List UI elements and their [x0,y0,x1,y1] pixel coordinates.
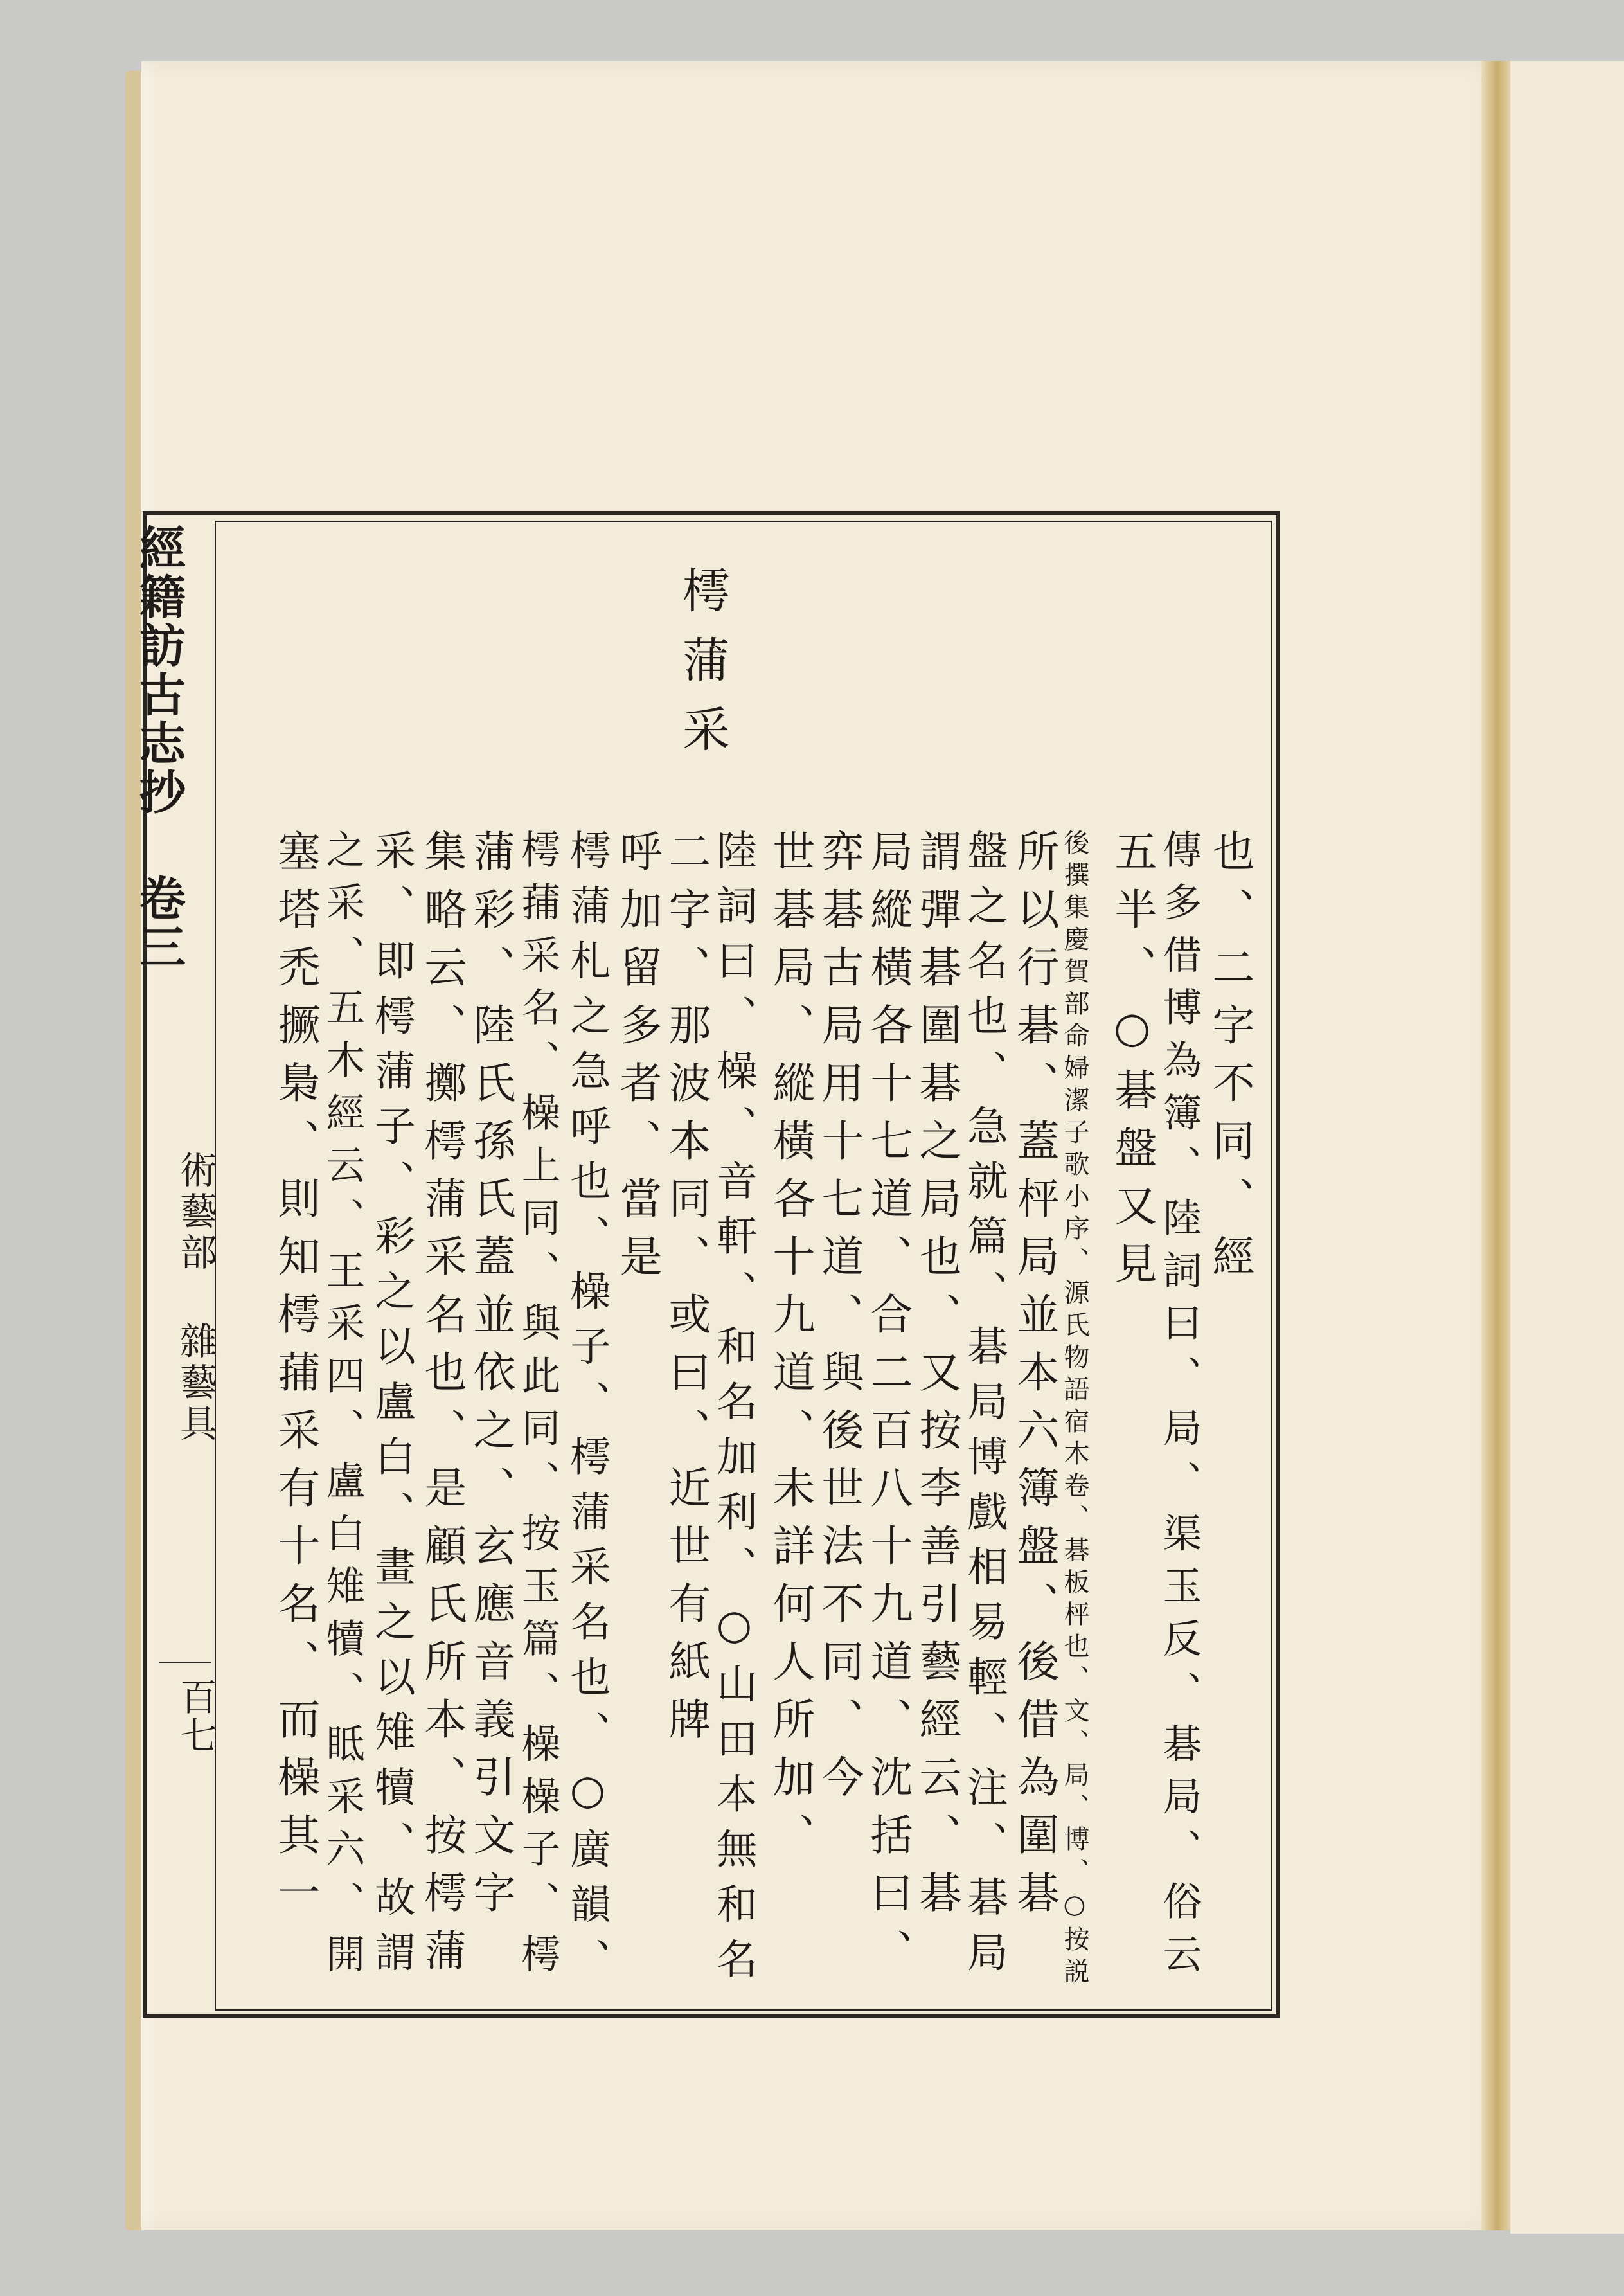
text-column: 蒲彩、陸氏孫氏蓋並依之、玄應音義引文字 [466,829,515,1928]
text-column: 塞塔禿撅梟、則知樗蒱采有十名、而橾其一 [271,829,320,1928]
page-number: 百七 [174,1678,217,1755]
book-title: 經籍訪古志抄 卷三 [132,524,186,972]
book-gutter [1481,61,1510,2230]
text-column: 局縱橫各十七道、合二百八十九道、沈括曰、 [863,829,913,1986]
section-label: 術藝部 雜藝具 [174,1151,217,1445]
page-number-rule [159,1662,211,1663]
text-column: 二字、那波本同、或曰、近世有紙牌 [661,829,711,1755]
text-column: 所以行碁、蓋枰局並本六簿盤、後借為圍碁 [1010,829,1059,1928]
text-column: 陸詞曰、橾、音軒、和名加利、○山田本無和名 [710,829,758,1993]
text-column: 之采、五木經云、王采四、盧白雉犢、眡采六、開 [319,829,365,1986]
entry-title: 樗蒲采 [675,566,730,774]
text-column: 後撰集慶賀部命婦潔子歌小序、源氏物語宿木卷、碁板枰也、文、局、博、○按説 [1060,829,1089,1990]
text-column: 樗蒱采名、橾上同、與此同、按玉篇、橾橾子、樗 [515,829,560,1986]
text-column: 弈碁古局用十七道、與後世法不同、今 [814,829,864,1813]
text-column: 呼加留多者、當是 [612,829,662,1292]
facing-page [1510,61,1624,2234]
text-column: 集略云、擲樗蒲采名也、是顧氏所本、按樗蒲 [417,829,467,1986]
text-column: 采、即樗蒲子、彩之以盧白、畫之以雉犢、故謂 [368,829,416,1986]
text-column: 樗蒲札之急呼也、橾子、樗蒲采名也、○廣韻、 [564,829,612,1993]
text-column: 傳多借博為簿、陸詞曰、局、渠玉反、碁局、俗云 [1156,829,1202,1986]
text-column: 謂彈碁圍碁之局也、又按李善引藝經云、碁 [912,829,961,1928]
text-column: 五半、○碁盤又見 [1107,829,1157,1299]
text-column: 世碁局、縱橫各十九道、未詳何人所加、 [765,829,815,1870]
text-column: 也、二字不同、經 [1205,829,1254,1292]
text-column: 盤之名也、急就篇、碁局博戲相易輕、注、碁局 [961,829,1009,1986]
